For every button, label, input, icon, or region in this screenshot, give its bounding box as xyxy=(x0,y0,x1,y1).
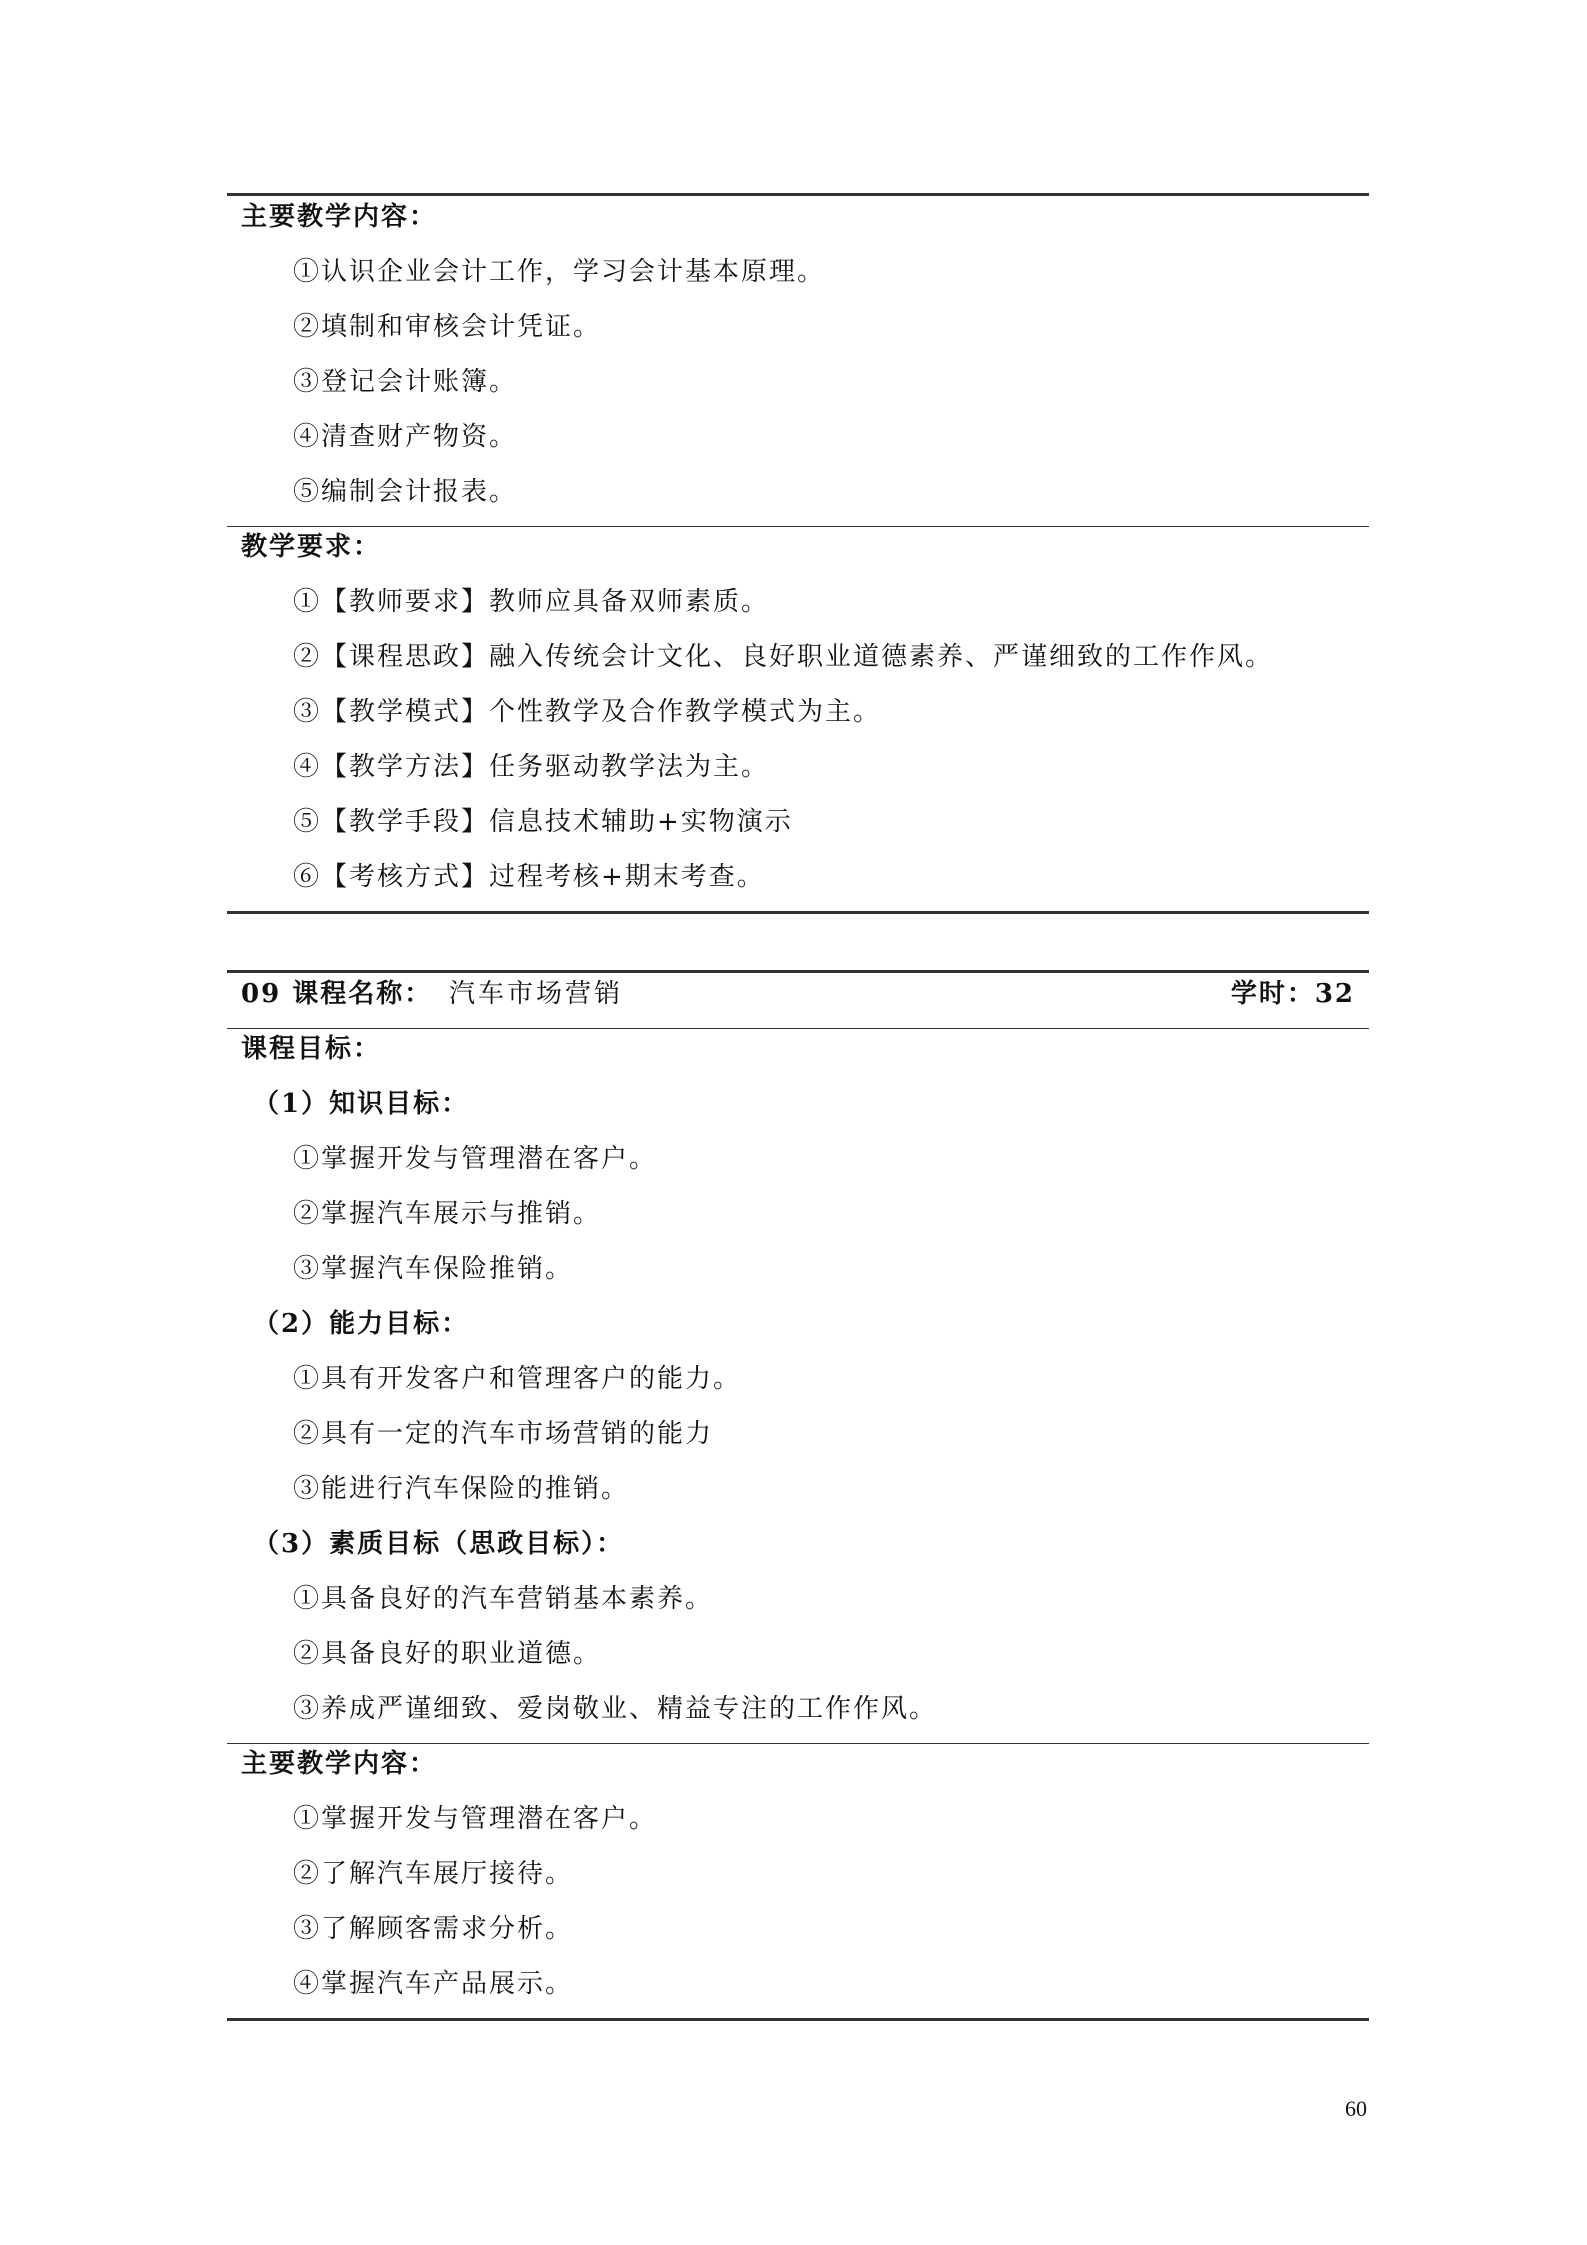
content-heading: 主要教学内容： xyxy=(241,1749,438,1779)
course-table xyxy=(227,970,1369,2022)
quality-item: ①具备良好的汽车营销基本素养。 xyxy=(293,1584,714,1614)
knowledge-item: ②掌握汽车展示与推销。 xyxy=(293,1199,602,1229)
quality-item: ②具备良好的职业道德。 xyxy=(293,1639,602,1669)
requirement-item: ⑤【教学手段】信息技术辅助+实物演示 xyxy=(293,807,793,837)
knowledge-item: ③掌握汽车保险推销。 xyxy=(293,1254,574,1284)
table-top-rule xyxy=(227,970,1369,973)
row-divider xyxy=(227,526,1369,527)
content-item: ④清查财产物资。 xyxy=(293,422,518,452)
content-item: ②填制和审核会计凭证。 xyxy=(293,312,602,342)
quality-heading: （3）素质目标（思政目标）： xyxy=(253,1529,625,1559)
content-item: ⑤编制会计报表。 xyxy=(293,477,518,507)
row-divider xyxy=(227,1743,1369,1744)
ability-heading: （2）能力目标： xyxy=(253,1309,470,1339)
content-item: ②了解汽车展厅接待。 xyxy=(293,1859,574,1889)
requirement-item: ⑥【考核方式】过程考核+期末考查。 xyxy=(293,862,765,892)
course-code-label: 09 课程名称： xyxy=(241,979,433,1009)
table-bottom-rule xyxy=(227,911,1369,914)
row-divider xyxy=(227,1028,1369,1029)
ability-item: ①具有开发客户和管理客户的能力。 xyxy=(293,1364,742,1394)
content-item: ③登记会计账簿。 xyxy=(293,367,518,397)
knowledge-heading: （1）知识目标： xyxy=(253,1089,470,1119)
ability-item: ②具有一定的汽车市场营销的能力 xyxy=(293,1419,714,1449)
requirement-item: ②【课程思政】融入传统会计文化、良好职业道德素养、严谨细致的工作作风。 xyxy=(293,642,1274,672)
requirement-item: ③【教学模式】个性教学及合作教学模式为主。 xyxy=(293,697,882,727)
requirement-item: ①【教师要求】教师应具备双师素质。 xyxy=(293,587,770,617)
requirements-heading: 教学要求： xyxy=(241,532,382,562)
quality-item: ③养成严谨细致、爱岗敬业、精益专注的工作作风。 xyxy=(293,1694,938,1724)
previous-course-table xyxy=(227,193,1369,918)
table-top-rule xyxy=(227,193,1369,196)
ability-item: ③能进行汽车保险的推销。 xyxy=(293,1474,630,1504)
goals-heading: 课程目标： xyxy=(241,1034,382,1064)
course-header-row xyxy=(241,977,1355,1011)
content-item: ③了解顾客需求分析。 xyxy=(293,1914,574,1944)
content-item: ①掌握开发与管理潜在客户。 xyxy=(293,1804,658,1834)
content-heading: 主要教学内容： xyxy=(241,202,438,232)
table-bottom-rule xyxy=(227,2018,1369,2021)
content-item: ①认识企业会计工作，学习会计基本原理。 xyxy=(293,257,826,287)
content-item: ④掌握汽车产品展示。 xyxy=(293,1969,574,1999)
course-name: 汽车市场营销 xyxy=(449,979,624,1009)
course-hours: 学时：32 xyxy=(1230,979,1355,1009)
knowledge-item: ①掌握开发与管理潜在客户。 xyxy=(293,1144,658,1174)
requirement-item: ④【教学方法】任务驱动教学法为主。 xyxy=(293,752,770,782)
page-number: 60 xyxy=(1345,2096,1367,2121)
